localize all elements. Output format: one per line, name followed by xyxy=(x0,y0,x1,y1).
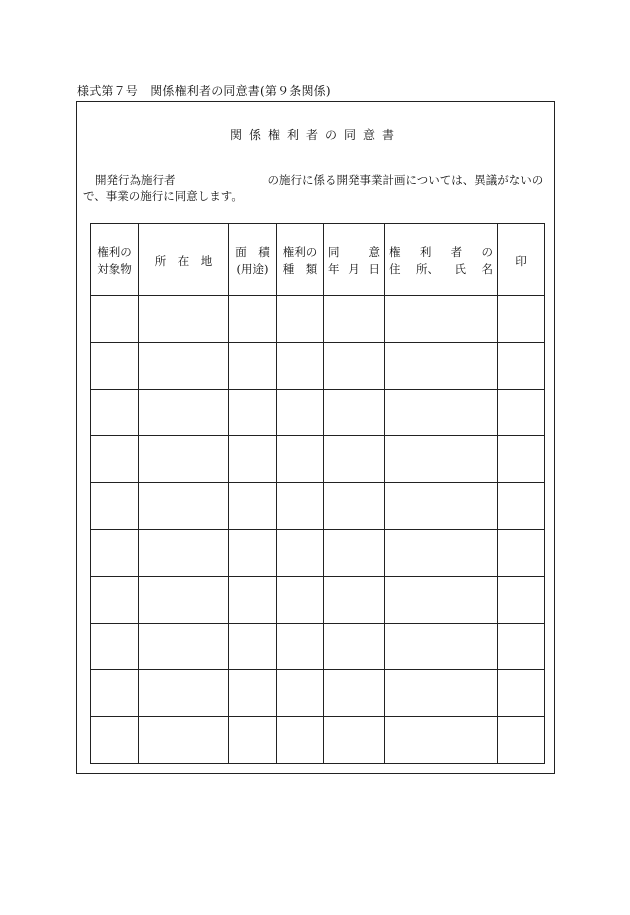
cell-holder-address-name[interactable] xyxy=(385,623,498,670)
rights-holders-table xyxy=(90,223,545,764)
cell-location[interactable] xyxy=(139,342,229,389)
cell-right-object[interactable] xyxy=(91,717,139,764)
header-seal: 印 xyxy=(498,224,545,296)
cell-seal[interactable] xyxy=(498,483,545,530)
header-area-use: 面 積 (用途) xyxy=(229,224,277,296)
cell-seal[interactable] xyxy=(498,670,545,717)
cell-area-use[interactable] xyxy=(229,670,277,717)
cell-right-type[interactable] xyxy=(277,576,324,623)
header-right-type: 権利の 種 類 xyxy=(277,224,324,296)
cell-consent-date[interactable] xyxy=(324,342,385,389)
cell-consent-date[interactable] xyxy=(324,623,385,670)
cell-location[interactable] xyxy=(139,389,229,436)
cell-holder-address-name[interactable] xyxy=(385,670,498,717)
cell-consent-date[interactable] xyxy=(324,389,385,436)
cell-holder-address-name[interactable] xyxy=(385,529,498,576)
cell-location[interactable] xyxy=(139,670,229,717)
cell-location[interactable] xyxy=(139,529,229,576)
cell-seal[interactable] xyxy=(498,529,545,576)
cell-right-type[interactable] xyxy=(277,296,324,343)
consent-line-1-tail: の施行に係る開発事業計画については、異議がないの xyxy=(267,173,544,187)
table-header-row xyxy=(91,224,545,296)
cell-area-use[interactable] xyxy=(229,389,277,436)
cell-area-use[interactable] xyxy=(229,576,277,623)
cell-right-object[interactable] xyxy=(91,483,139,530)
cell-right-object[interactable] xyxy=(91,389,139,436)
cell-seal[interactable] xyxy=(498,623,545,670)
cell-holder-address-name[interactable] xyxy=(385,342,498,389)
table-row xyxy=(91,436,545,483)
cell-right-object[interactable] xyxy=(91,670,139,717)
table-row xyxy=(91,483,545,530)
table-body xyxy=(91,296,545,764)
cell-right-object[interactable] xyxy=(91,296,139,343)
cell-seal[interactable] xyxy=(498,342,545,389)
cell-holder-address-name[interactable] xyxy=(385,576,498,623)
table-row xyxy=(91,389,545,436)
cell-area-use[interactable] xyxy=(229,296,277,343)
cell-right-type[interactable] xyxy=(277,623,324,670)
cell-right-object[interactable] xyxy=(91,436,139,483)
cell-right-object[interactable] xyxy=(91,342,139,389)
consent-line-2: で、事業の施行に同意します。 xyxy=(83,189,243,203)
cell-area-use[interactable] xyxy=(229,717,277,764)
cell-right-type[interactable] xyxy=(277,529,324,576)
cell-area-use[interactable] xyxy=(229,623,277,670)
consent-form-frame xyxy=(76,101,555,774)
table-row xyxy=(91,529,545,576)
header-right-object: 権利の 対象物 xyxy=(91,224,139,296)
form-number-heading: 様式第７号 関係権利者の同意書(第９条関係) xyxy=(77,84,331,98)
cell-consent-date[interactable] xyxy=(324,717,385,764)
cell-right-type[interactable] xyxy=(277,670,324,717)
cell-right-object[interactable] xyxy=(91,529,139,576)
cell-consent-date[interactable] xyxy=(324,296,385,343)
consent-statement xyxy=(83,172,551,204)
cell-holder-address-name[interactable] xyxy=(385,296,498,343)
table-row xyxy=(91,623,545,670)
cell-area-use[interactable] xyxy=(229,342,277,389)
cell-seal[interactable] xyxy=(498,576,545,623)
cell-right-type[interactable] xyxy=(277,483,324,530)
cell-location[interactable] xyxy=(139,576,229,623)
table-row xyxy=(91,717,545,764)
cell-right-object[interactable] xyxy=(91,576,139,623)
document-title: 関係権利者の同意書 xyxy=(229,128,401,142)
cell-right-type[interactable] xyxy=(277,717,324,764)
cell-seal[interactable] xyxy=(498,389,545,436)
header-holder-address-name: 権 利 者 の 住 所、 氏 名 xyxy=(385,224,498,296)
header-consent-date: 同 意 年 月 日 xyxy=(324,224,385,296)
cell-holder-address-name[interactable] xyxy=(385,436,498,483)
cell-holder-address-name[interactable] xyxy=(385,483,498,530)
cell-area-use[interactable] xyxy=(229,529,277,576)
cell-seal[interactable] xyxy=(498,717,545,764)
cell-area-use[interactable] xyxy=(229,483,277,530)
cell-seal[interactable] xyxy=(498,296,545,343)
table-row xyxy=(91,342,545,389)
cell-location[interactable] xyxy=(139,483,229,530)
header-location: 所 在 地 xyxy=(139,224,229,296)
consent-line-1 xyxy=(83,172,551,188)
cell-consent-date[interactable] xyxy=(324,529,385,576)
cell-right-type[interactable] xyxy=(277,342,324,389)
cell-consent-date[interactable] xyxy=(324,483,385,530)
cell-area-use[interactable] xyxy=(229,436,277,483)
cell-right-type[interactable] xyxy=(277,389,324,436)
table-row xyxy=(91,670,545,717)
cell-consent-date[interactable] xyxy=(324,436,385,483)
cell-holder-address-name[interactable] xyxy=(385,389,498,436)
cell-location[interactable] xyxy=(139,436,229,483)
cell-consent-date[interactable] xyxy=(324,576,385,623)
cell-holder-address-name[interactable] xyxy=(385,717,498,764)
cell-location[interactable] xyxy=(139,296,229,343)
cell-consent-date[interactable] xyxy=(324,670,385,717)
developer-label: 開発行為施行者 xyxy=(95,173,176,187)
cell-right-object[interactable] xyxy=(91,623,139,670)
cell-right-type[interactable] xyxy=(277,436,324,483)
table-row xyxy=(91,576,545,623)
cell-location[interactable] xyxy=(139,623,229,670)
cell-seal[interactable] xyxy=(498,436,545,483)
table-row xyxy=(91,296,545,343)
cell-location[interactable] xyxy=(139,717,229,764)
